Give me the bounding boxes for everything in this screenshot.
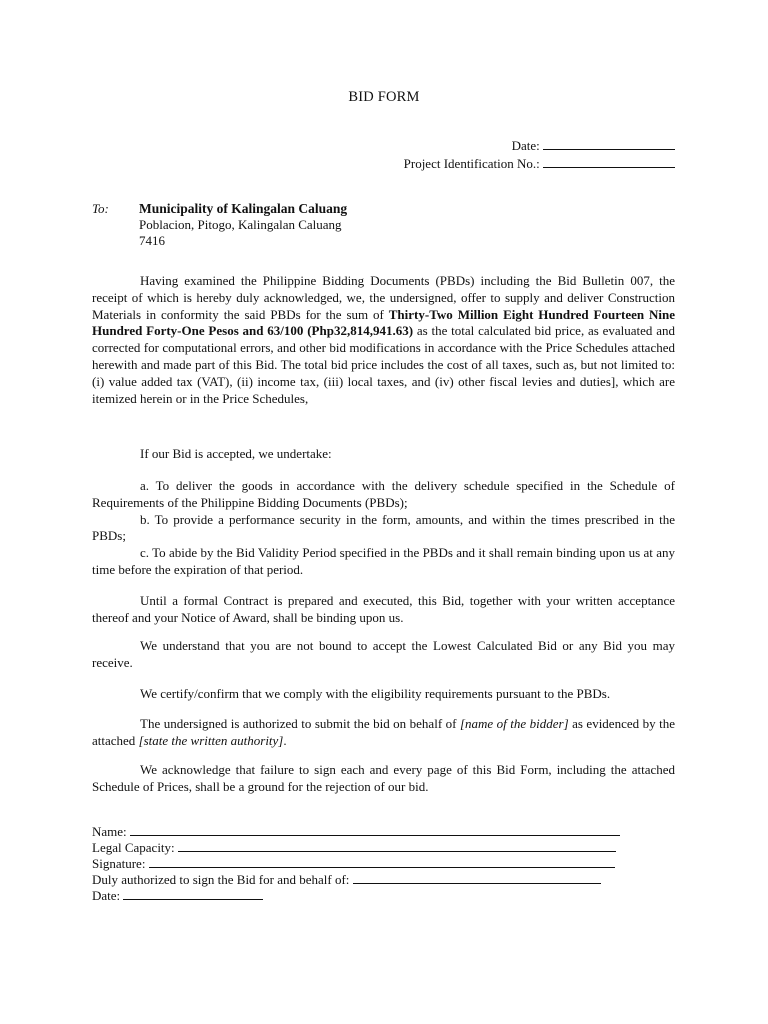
date-row	[404, 137, 675, 155]
authorized-label: Duly authorized to sign the Bid for and behalf of:	[92, 872, 350, 887]
addressee-address-line2: 7416	[139, 233, 165, 248]
undertaking-item: c. To abide by the Bid Validity Period specified in the PBDs and it shall remain binding upon us at any time before the expiration of that period.	[92, 545, 675, 577]
offer-lead: Having examined the Philippine Bidding Documents (PBDs) including the Bid Bulletin 007, the receipt of which is hereby duly acknowledged, we, the undersigned, offer to supply and deliver Construction Materials in conformity the said PBDs for the sum of	[92, 273, 675, 322]
project-id-row	[404, 155, 675, 173]
authority-paragraph	[92, 716, 675, 750]
undertaking-item: a. To deliver the goods in accordance with the delivery schedule specified in the Schedule of Requirements of the Philippine Bidding Documents (PBDs);	[92, 478, 675, 510]
authority-part3: .	[283, 732, 287, 748]
header-fields	[404, 137, 675, 173]
name-blank	[130, 824, 620, 836]
addressee-address-line1: Poblacion, Pitogo, Kalingalan Caluang	[139, 217, 342, 232]
eligibility-paragraph: We certify/confirm that we comply with the eligibility requirements pursuant to the PBDs.	[140, 686, 611, 701]
date-label: Date:	[511, 138, 540, 153]
sign-date-label: Date:	[92, 888, 121, 903]
signature-label: Signature:	[92, 856, 146, 871]
binding-paragraph: Until a formal Contract is prepared and executed, this Bid, together with your written acceptance thereof and your Notice of Award, shall be binding upon us.	[92, 593, 675, 625]
page-title: BID FORM	[348, 89, 420, 105]
signature-row	[92, 856, 620, 872]
lowest-bid-paragraph: We understand that you are not bound to accept the Lowest Calculated Bid or any Bid you may receive.	[92, 638, 675, 670]
name-label: Name:	[92, 824, 127, 839]
addressee-name: Municipality of Kalingalan Caluang	[139, 201, 348, 216]
rejection-paragraph: We acknowledge that failure to sign each and every page of this Bid Form, including the attached Schedule of Prices, shall be a ground for the rejection of our bid.	[92, 762, 675, 794]
offer-rest: as the total calculated bid price, as evaluated and corrected for computational errors, and other bid modifications in accordance with the Price Schedules attached herewith and made part of this Bid. The total bid price includes the cost of all taxes, such as, but not limited to: (i) value added tax (VAT), (ii) income tax, (iii) local taxes, and (iv) other fiscal levies and duties], which are itemized herein or in the Price Schedules,	[92, 323, 676, 406]
authority-part1: The undersigned is authorized to submit the bid on behalf of	[140, 716, 460, 731]
undertaking-item: b. To provide a performance security in the form, amounts, and within the times prescribed in the PBDs;	[92, 511, 675, 544]
authorized-blank	[353, 872, 601, 884]
undertakings-list	[92, 478, 675, 579]
written-authority-placeholder: [state the written authority]	[138, 732, 284, 748]
sign-date-row	[92, 888, 620, 904]
offer-paragraph	[92, 273, 675, 407]
project-id-label: Project Identification No.:	[403, 156, 540, 171]
name-row	[92, 824, 620, 840]
addressee-details	[139, 201, 439, 249]
sign-date-blank	[123, 888, 263, 900]
signature-blank	[149, 856, 615, 868]
legal-capacity-blank	[178, 840, 616, 852]
authority-part2: as evidenced by the attached	[92, 716, 675, 748]
date-blank	[543, 137, 675, 150]
signature-block	[92, 824, 620, 904]
authorized-row	[92, 872, 620, 888]
bid-amount: Thirty-Two Million Eight Hundred Fourteen Nine Hundred Forty-One Pesos and 63/100 (Php32,814,941.63)	[92, 306, 676, 339]
legal-capacity-row	[92, 840, 620, 856]
project-id-blank	[543, 155, 675, 168]
to-label: To:	[92, 201, 109, 216]
legal-capacity-label: Legal Capacity:	[92, 840, 175, 855]
bidder-name-placeholder: [name of the bidder]	[459, 716, 569, 731]
undertake-intro: If our Bid is accepted, we undertake:	[140, 446, 332, 461]
